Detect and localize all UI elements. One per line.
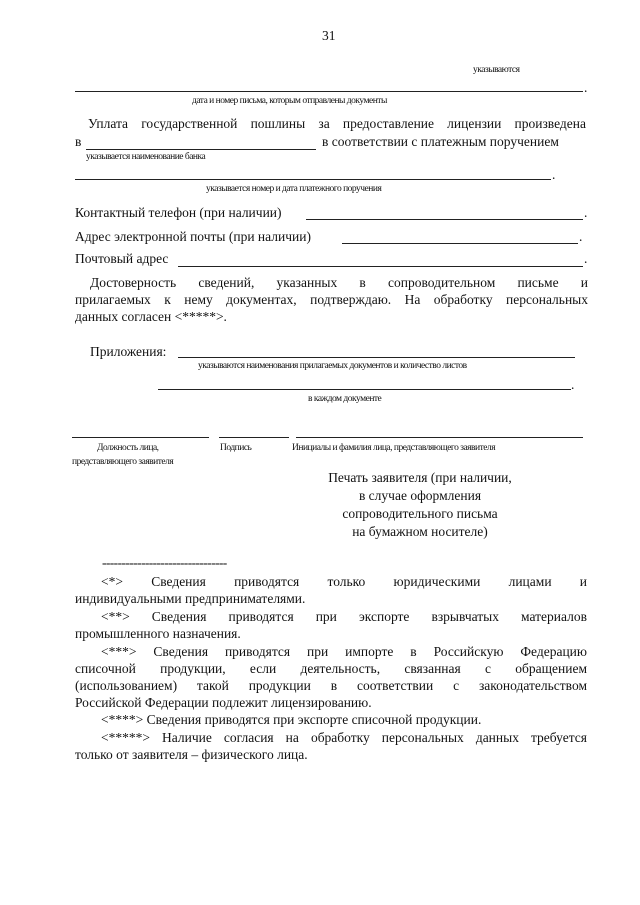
- seal-line-2: в случае оформления: [358, 488, 482, 503]
- seal-line-4: на бумажном носителе): [352, 524, 488, 539]
- letter-line: [75, 91, 583, 92]
- confirm-line-1: Достоверность сведений, указанных в сопроводительном письме и: [90, 275, 588, 290]
- confirm-line-3: данных согласен <*****>.: [75, 309, 227, 324]
- footnote-separator: --------------------------------: [102, 555, 227, 570]
- attachments-line-dot: .: [571, 377, 575, 392]
- footnote-3-line-2: списочной продукции, если деятельность, связанная с обращением: [75, 661, 587, 676]
- top-hint: указываются: [473, 65, 520, 75]
- confirm-line-2: прилагаемых к нему документах, подтверждаю. На обработку персональных: [75, 292, 588, 307]
- position-line[interactable]: [72, 437, 209, 438]
- page-number: 31: [322, 28, 336, 43]
- phone-label: Контактный телефон (при наличии): [75, 205, 282, 220]
- phone-input-line[interactable]: [306, 219, 583, 220]
- postal-dot: .: [584, 251, 588, 266]
- letter-line-dot: .: [584, 80, 588, 95]
- postal-label: Почтовый адрес: [75, 251, 169, 266]
- footnote-1-line-2: индивидуальными предпринимателями.: [75, 591, 306, 606]
- attachments-line-1[interactable]: [178, 357, 575, 358]
- attachments-line-2[interactable]: [158, 389, 571, 390]
- footnote-5-line-2: только от заявителя – физического лица.: [75, 747, 308, 762]
- footnote-2-line-2: промышленного назначения.: [75, 626, 241, 641]
- fee-suffix: в соответствии с платежным поручением: [322, 134, 559, 149]
- name-hint: Инициалы и фамилия лица, представляющего заявителя: [292, 443, 496, 453]
- bank-hint: указывается наименование банка: [86, 152, 206, 162]
- seal-line-3: сопроводительного письма: [342, 506, 498, 521]
- attachments-label: Приложения:: [90, 344, 167, 359]
- email-input-line[interactable]: [342, 243, 578, 244]
- email-label: Адрес электронной почты (при наличии): [75, 229, 311, 244]
- phone-dot: .: [584, 205, 588, 220]
- footnote-2-line-1: <**> Сведения приводятся при экспорте взрывчатых материалов: [101, 609, 587, 624]
- footnote-1-line-1: <*> Сведения приводятся только юридическими лицами и: [101, 574, 587, 589]
- signature-hint: Подпись: [220, 443, 252, 453]
- position-hint-2: представляющего заявителя: [72, 457, 174, 467]
- footnote-3-line-1: <***> Сведения приводятся при импорте в Российскую Федерацию: [101, 644, 587, 659]
- footnote-5-line-1: <*****> Наличие согласия на обработку персональных данных требуется: [101, 730, 587, 745]
- email-dot: .: [579, 229, 583, 244]
- position-hint: Должность лица,: [97, 443, 159, 453]
- bank-line: [86, 149, 316, 150]
- signature-line[interactable]: [219, 437, 289, 438]
- fee-prefix: в: [75, 134, 82, 149]
- attachments-hint-1: указываются наименования прилагаемых документов и количество листов: [198, 361, 467, 371]
- footnote-4-line-1: <****> Сведения приводятся при экспорте списочной продукции.: [101, 712, 482, 727]
- footnote-3-line-4: Российской Федерации подлежит лицензированию.: [75, 695, 372, 710]
- letter-hint: дата и номер письма, которым отправлены документы: [192, 96, 387, 106]
- order-line: [75, 179, 551, 180]
- postal-input-line[interactable]: [178, 266, 583, 267]
- fee-line-1: Уплата государственной пошлины за предоставление лицензии произведена: [88, 116, 586, 131]
- seal-line-1: Печать заявителя (при наличии,: [328, 470, 512, 485]
- order-hint: указывается номер и дата платежного поручения: [206, 184, 382, 194]
- name-line[interactable]: [296, 437, 583, 438]
- footnote-3-line-3: (использованием) такой продукции в соответствии с законодательством: [75, 678, 587, 693]
- order-line-dot: .: [552, 167, 556, 182]
- attachments-hint-2: в каждом документе: [308, 394, 382, 404]
